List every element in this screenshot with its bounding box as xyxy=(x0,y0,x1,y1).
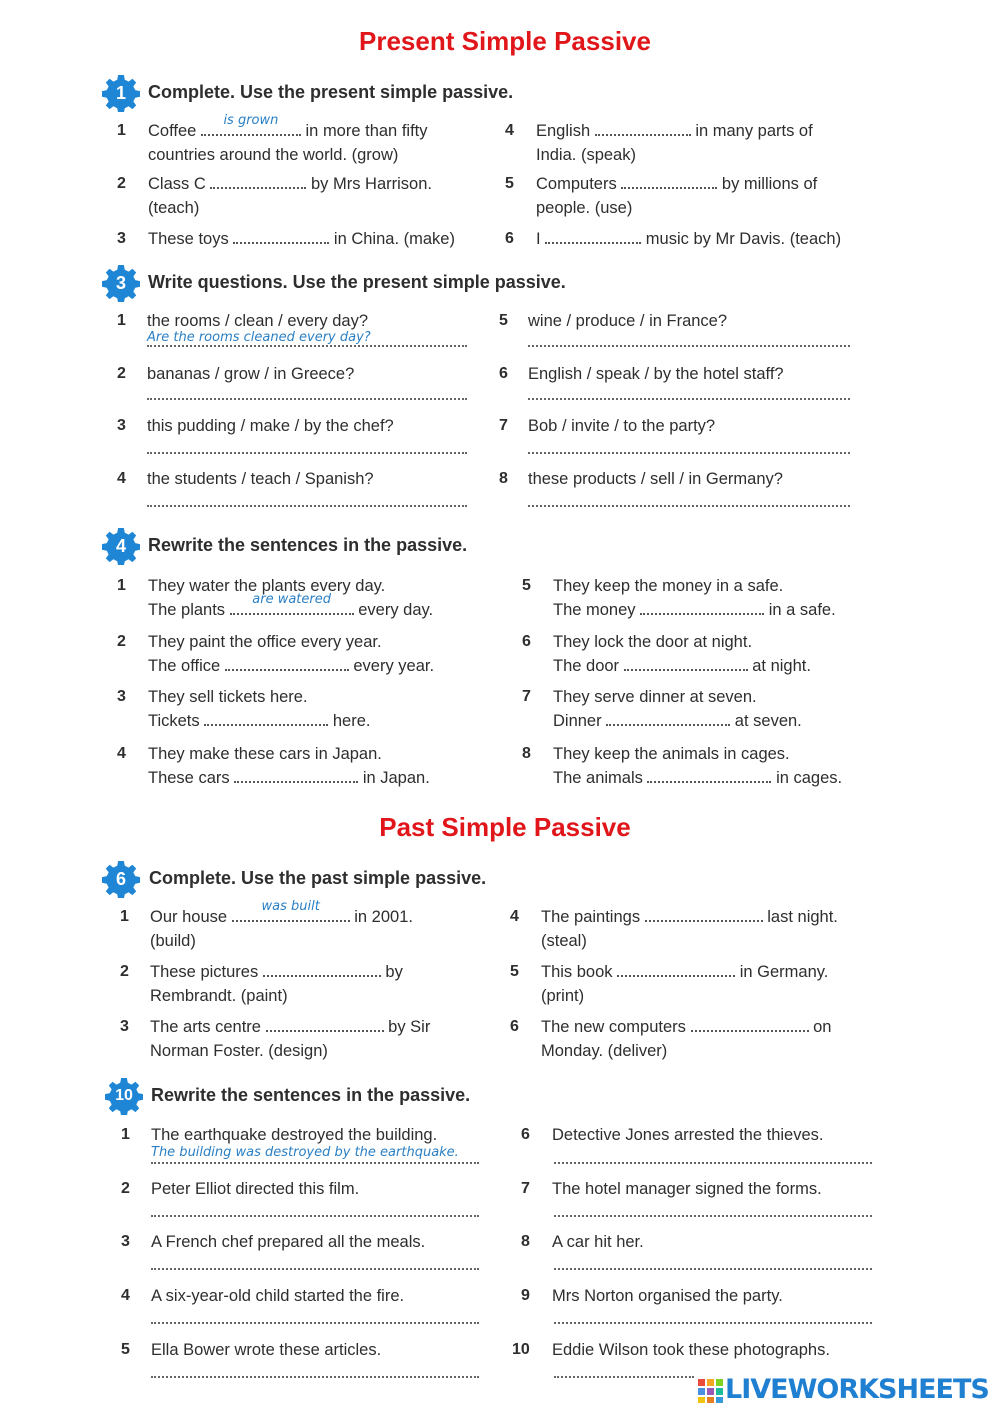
item-number: 3 xyxy=(121,1233,130,1250)
list-item: The money in a safe. xyxy=(553,601,836,619)
list-item: Tickets here. xyxy=(148,712,371,730)
source-sentence: Eddie Wilson took these photographs. xyxy=(552,1341,830,1359)
blank-input[interactable] xyxy=(233,229,329,244)
item-number: 7 xyxy=(499,417,508,434)
answer-line[interactable] xyxy=(528,345,850,347)
source-sentence: Mrs Norton organised the party. xyxy=(552,1287,783,1305)
answer-line[interactable] xyxy=(151,1268,479,1270)
exercise-4-header xyxy=(102,527,902,567)
list-item: The new computers on xyxy=(541,1018,832,1036)
blank-input[interactable] xyxy=(545,229,641,244)
answer-line[interactable] xyxy=(554,1376,694,1378)
question-prompt: wine / produce / in France? xyxy=(528,312,728,330)
answer-text: Are the rooms cleaned every day? xyxy=(147,330,371,345)
blank-input[interactable] xyxy=(225,656,349,671)
gear-badge-icon xyxy=(102,860,140,898)
item-number: 1 xyxy=(121,1126,130,1143)
blank-input[interactable] xyxy=(210,174,306,189)
badge-number: 3 xyxy=(115,273,126,293)
exercise-title: Write questions. Use the present simple passive. xyxy=(148,272,566,292)
item-number: 8 xyxy=(522,745,531,762)
blank-input[interactable] xyxy=(266,1017,384,1032)
item-number: 4 xyxy=(510,908,519,925)
item-line2: countries around the world. (grow) xyxy=(148,146,399,164)
source-sentence: They serve dinner at seven. xyxy=(553,688,757,706)
answer-line[interactable] xyxy=(151,1376,479,1378)
item-line2: (print) xyxy=(541,987,585,1005)
item-number: 1 xyxy=(120,908,129,925)
gear-badge-icon xyxy=(102,527,140,565)
source-sentence: The hotel manager signed the forms. xyxy=(552,1180,822,1198)
logo-text: LIVEWORKSHEETS xyxy=(725,1374,989,1405)
list-item: Dinner at seven. xyxy=(553,712,802,730)
item-number: 7 xyxy=(522,688,531,705)
source-sentence: They paint the office every year. xyxy=(148,633,382,651)
list-item: The animals in cages. xyxy=(553,769,843,787)
liveworksheets-logo[interactable] xyxy=(697,1372,997,1408)
item-number: 1 xyxy=(117,122,126,139)
blank-input[interactable] xyxy=(595,121,691,136)
item-number: 5 xyxy=(505,175,514,192)
item-number: 3 xyxy=(117,417,126,434)
item-number: 7 xyxy=(521,1180,530,1197)
list-item: Class C by Mrs Harrison. xyxy=(148,175,432,193)
item-number: 6 xyxy=(522,633,531,650)
answer-line[interactable] xyxy=(147,452,467,454)
badge-number: 10 xyxy=(115,1087,133,1104)
section-title-present: Present Simple Passive xyxy=(359,26,651,56)
answer-line[interactable] xyxy=(554,1215,872,1217)
item-number: 6 xyxy=(510,1018,519,1035)
gear-badge-icon xyxy=(105,1077,143,1115)
item-number: 6 xyxy=(505,230,514,247)
blank-input[interactable] xyxy=(617,962,735,977)
source-sentence: The earthquake destroyed the building. xyxy=(151,1126,438,1144)
answer-line[interactable] xyxy=(528,505,850,507)
list-item: Coffee is grown in more than fifty xyxy=(148,119,428,143)
blank-input[interactable] xyxy=(691,1017,809,1032)
list-item: English in many parts of xyxy=(536,122,813,140)
answer-text: was built xyxy=(261,899,320,914)
item-line2: India. (speak) xyxy=(536,146,636,164)
item-number: 3 xyxy=(117,688,126,705)
gear-badge-icon xyxy=(102,74,140,112)
answer-line[interactable] xyxy=(147,505,467,507)
list-item: These toys in China. (make) xyxy=(148,230,455,248)
item-number: 5 xyxy=(510,963,519,980)
item-number: 2 xyxy=(117,365,126,382)
exercise-10-header xyxy=(102,1077,902,1117)
exercise-title: Rewrite the sentences in the passive. xyxy=(148,535,468,555)
item-number: 2 xyxy=(117,175,126,192)
list-item: Our house was built in 2001. xyxy=(150,905,413,929)
list-item: The plants are watered every day. xyxy=(148,598,433,622)
gear-badge-icon xyxy=(102,264,140,302)
list-item: The office every year. xyxy=(148,657,435,675)
question-prompt: the students / teach / Spanish? xyxy=(147,470,374,488)
exercise-6-header xyxy=(102,860,902,900)
source-sentence: Ella Bower wrote these articles. xyxy=(151,1341,382,1359)
answer-text: are watered xyxy=(252,592,331,607)
source-sentence: They sell tickets here. xyxy=(148,688,308,706)
blank-input[interactable] xyxy=(201,113,301,136)
answer-line[interactable] xyxy=(554,1162,872,1164)
item-number: 10 xyxy=(512,1341,530,1358)
item-number: 6 xyxy=(499,365,508,382)
list-item: I music by Mr Davis. (teach) xyxy=(536,230,842,248)
blank-input[interactable] xyxy=(263,962,381,977)
item-number: 6 xyxy=(521,1126,530,1143)
blank-input[interactable] xyxy=(232,899,350,922)
item-line2: (steal) xyxy=(541,932,587,950)
item-number: 4 xyxy=(117,745,126,762)
question-prompt: this pudding / make / by the chef? xyxy=(147,417,394,435)
liveworksheets-logo-icon xyxy=(697,1378,725,1404)
list-item: The paintings last night. xyxy=(541,908,838,926)
item-number: 9 xyxy=(521,1287,530,1304)
answer-text: is grown xyxy=(223,113,279,128)
list-item: The door at night. xyxy=(553,657,811,675)
item-number: 1 xyxy=(117,312,126,329)
source-sentence: Peter Elliot directed this film. xyxy=(151,1180,360,1198)
item-line2: people. (use) xyxy=(536,199,633,217)
blank-input[interactable] xyxy=(204,711,328,726)
list-item: Computers by millions of xyxy=(536,175,818,193)
answer-line[interactable] xyxy=(528,398,850,400)
list-item: This book in Germany. xyxy=(541,963,829,981)
item-number: 3 xyxy=(120,1018,129,1035)
source-sentence: A French chef prepared all the meals. xyxy=(151,1233,426,1251)
answer-text: The building was destroyed by the earthquake. xyxy=(151,1145,459,1160)
question-prompt: bananas / grow / in Greece? xyxy=(147,365,355,383)
answer-line[interactable] xyxy=(147,345,467,347)
blank-input[interactable] xyxy=(234,768,358,783)
answer-line[interactable] xyxy=(147,398,467,400)
list-item: These pictures by xyxy=(150,963,403,981)
answer-line[interactable] xyxy=(151,1162,479,1164)
item-number: 8 xyxy=(521,1233,530,1250)
blank-input[interactable] xyxy=(621,174,717,189)
item-line2: Norman Foster. (design) xyxy=(150,1042,328,1060)
item-number: 4 xyxy=(117,470,126,487)
source-sentence: They keep the animals in cages. xyxy=(553,745,790,763)
blank-input[interactable] xyxy=(624,656,748,671)
item-number: 5 xyxy=(121,1341,130,1358)
item-number: 4 xyxy=(121,1287,130,1304)
section-title-past: Past Simple Passive xyxy=(379,812,631,842)
item-line2: Rembrandt. (paint) xyxy=(150,987,288,1005)
item-number: 2 xyxy=(120,963,129,980)
source-sentence: Detective Jones arrested the thieves. xyxy=(552,1126,824,1144)
item-number: 8 xyxy=(499,470,508,487)
exercise-title: Complete. Use the present simple passive. xyxy=(148,82,514,102)
item-number: 1 xyxy=(117,577,126,594)
exercise-title: Rewrite the sentences in the passive. xyxy=(151,1085,471,1105)
item-number: 5 xyxy=(522,577,531,594)
question-prompt: English / speak / by the hotel staff? xyxy=(528,365,784,383)
exercise-title: Complete. Use the past simple passive. xyxy=(149,868,487,888)
exercise-1-header xyxy=(102,74,902,114)
answer-line[interactable] xyxy=(528,452,850,454)
item-number: 5 xyxy=(499,312,508,329)
answer-line[interactable] xyxy=(554,1322,872,1324)
exercise-3-header xyxy=(102,264,902,304)
question-prompt: Bob / invite / to the party? xyxy=(528,417,716,435)
item-number: 4 xyxy=(505,122,514,139)
answer-line[interactable] xyxy=(554,1268,872,1270)
source-sentence: A car hit her. xyxy=(552,1233,644,1251)
item-line2: Monday. (deliver) xyxy=(541,1042,668,1060)
question-prompt: the rooms / clean / every day? xyxy=(147,312,369,330)
list-item: The arts centre by Sir xyxy=(150,1018,431,1036)
blank-input[interactable] xyxy=(640,600,764,615)
item-line2: (build) xyxy=(150,932,196,950)
source-sentence: A six-year-old child started the fire. xyxy=(151,1287,405,1305)
item-line2: (teach) xyxy=(148,199,200,217)
blank-input[interactable] xyxy=(645,907,763,922)
item-number: 2 xyxy=(121,1180,130,1197)
item-number: 2 xyxy=(117,633,126,650)
blank-input[interactable] xyxy=(230,592,354,615)
source-sentence: They keep the money in a safe. xyxy=(553,577,784,595)
blank-input[interactable] xyxy=(647,768,771,783)
blank-input[interactable] xyxy=(606,711,730,726)
question-prompt: these products / sell / in Germany? xyxy=(528,470,783,488)
badge-number: 4 xyxy=(115,536,126,556)
answer-line[interactable] xyxy=(151,1215,479,1217)
badge-number: 1 xyxy=(115,83,126,103)
source-sentence: They lock the door at night. xyxy=(553,633,753,651)
source-sentence: They make these cars in Japan. xyxy=(148,745,382,763)
item-number: 3 xyxy=(117,230,126,247)
answer-line[interactable] xyxy=(151,1322,479,1324)
source-sentence: They water the plants every day. xyxy=(148,577,386,595)
list-item: These cars in Japan. xyxy=(148,769,430,787)
badge-number: 6 xyxy=(115,869,126,889)
